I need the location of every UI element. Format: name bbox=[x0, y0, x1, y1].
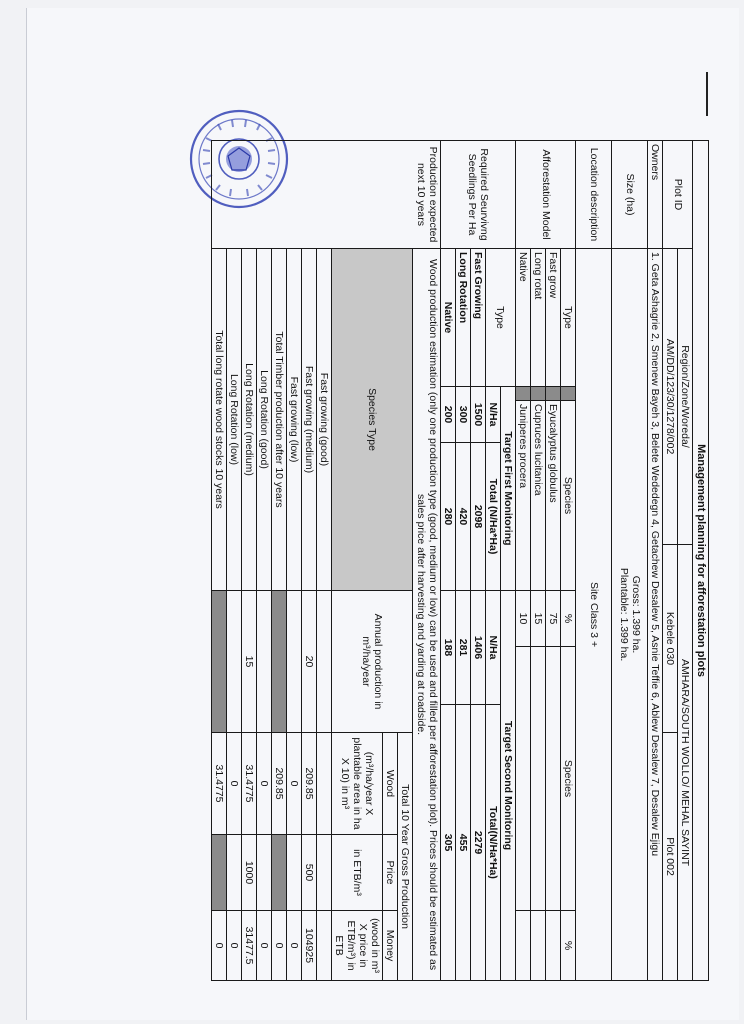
production-row: Long Rotation (low) 0 0 bbox=[226, 141, 241, 981]
size-plantable: Plantable: 1.399 ha. bbox=[617, 567, 630, 662]
production-row: Long Rotation (good) 0 0 bbox=[256, 141, 271, 981]
production-row: Long Rotation (medium) 15 31.4775 1000 31477.5 bbox=[241, 141, 256, 981]
seedlings-row: Fast Growing 1500 2098 1406 2279 bbox=[470, 141, 485, 981]
region-label: Region/Zone/Woreda/ bbox=[678, 249, 693, 545]
production-row: Total Timber production after 10 years 209.85 0 bbox=[271, 141, 286, 981]
nha-header: N/Ha bbox=[485, 387, 500, 443]
plot-number: Plot 002 bbox=[663, 733, 678, 981]
seedlings-type-header: Type bbox=[485, 249, 515, 387]
model-label: Afforestation Model bbox=[515, 141, 575, 249]
species-type-header: Species Type bbox=[332, 249, 413, 591]
size-label: Size (ha) bbox=[612, 141, 648, 249]
model-pct2-header: % bbox=[561, 911, 576, 981]
money-header: Money bbox=[383, 911, 398, 981]
production-label: Production expected next 10 years bbox=[211, 141, 440, 249]
seedlings-row: Native 200 280 188 305 bbox=[440, 141, 455, 981]
size-value bbox=[612, 249, 648, 981]
model-row: Fast grow Eyucalyptus globulus 75 bbox=[546, 141, 561, 981]
first-monitoring-header: Target First Monitoring bbox=[500, 387, 515, 591]
first-total-header: Total (N/Ha*Ha) bbox=[485, 443, 500, 591]
seedlings-label: Required Seurvivng Seedlings Per Ha bbox=[440, 141, 515, 249]
annual-production-header: Annual production in m³/ha/year bbox=[332, 591, 413, 733]
region-value: AMHARA/SOUTH WOLLO/ MEHAL SAYINT bbox=[678, 545, 693, 981]
crop-mark bbox=[706, 72, 708, 116]
model-pct-header: % bbox=[561, 591, 576, 647]
plot-id-label: Plot ID bbox=[663, 141, 693, 249]
seedlings-row: Long Rotation 300 420 281 455 bbox=[455, 141, 470, 981]
production-row: Fast growing (medium) 20 209.85 500 104925 bbox=[301, 141, 316, 981]
kebele: Kebele 030 bbox=[663, 545, 678, 733]
second-total-header: Total(N/Ha*Ha) bbox=[485, 705, 500, 981]
model-species2-header: Species bbox=[561, 647, 576, 911]
plot-code: AM/DD/123/30/1278/002 bbox=[663, 249, 678, 545]
model-row: Native Juniperes procera 10 bbox=[515, 141, 530, 981]
model-row: Long rotat Cupruces lucitanica 15 bbox=[530, 141, 545, 981]
production-note: Wood production estimation (only one production type (good, medium or low) can be used and filled per afforestation plot). Prices should be estimated as sales price after harvesting and yarding at roadside. bbox=[413, 249, 440, 981]
management-plan-table bbox=[211, 140, 709, 981]
wood-header: Wood bbox=[383, 733, 398, 835]
production-row: Fast growing (good) bbox=[317, 141, 332, 981]
money-subheader: (wood in m³ X price in ETB/m³) in ETB bbox=[332, 911, 383, 981]
price-subheader: in ETB/m³ bbox=[332, 835, 383, 911]
owners-value: 1. Geta Ashagrie 2, Smenew Bayeh 3, Belete Wededegn 4, Getachew Desalew 5, Asnie Teffie 6, Ablew Desalew 7, Desalew Ejigu bbox=[648, 249, 663, 981]
model-species-header: Species bbox=[561, 401, 576, 591]
second-nha-header: N/Ha bbox=[485, 591, 500, 705]
size-gross: Gross: 1.399 ha. bbox=[629, 575, 642, 654]
location-label: Location description bbox=[576, 141, 612, 249]
gross-production-header: Total 10 Year Gross Production bbox=[398, 733, 413, 981]
price-header: Price bbox=[383, 835, 398, 911]
rotated-document bbox=[99, 140, 709, 980]
owners-label: Owners bbox=[648, 141, 663, 249]
wood-subheader: (m³/ha/year X plantable area in ha X 10) in m³ bbox=[332, 733, 383, 835]
second-monitoring-header: Target Second Monitoring bbox=[500, 591, 515, 981]
production-row: Total long rotate wood stocks 10 years 31.4775 0 bbox=[211, 141, 226, 981]
model-type-header: Type bbox=[561, 249, 576, 387]
document-title: Management planning for afforestation plots bbox=[693, 141, 709, 981]
site-class: Site Class 3 + bbox=[576, 249, 612, 981]
production-row: Fast growing (low) 0 0 bbox=[286, 141, 301, 981]
